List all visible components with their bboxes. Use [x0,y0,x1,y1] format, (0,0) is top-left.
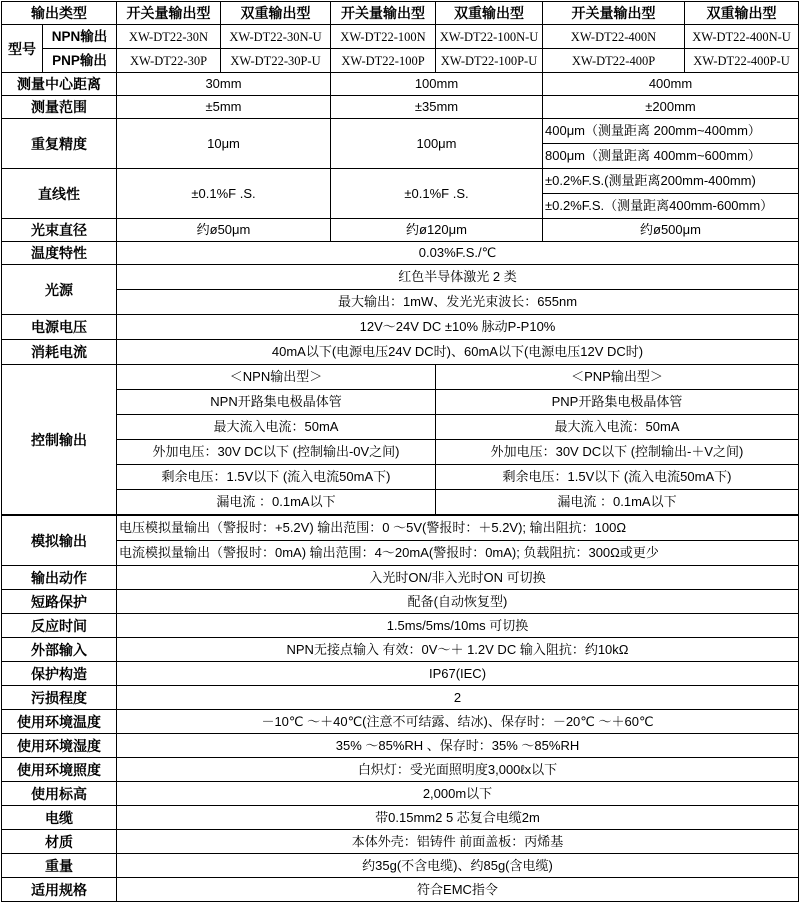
center-distance-label: 测量中心距离 [2,73,117,96]
dual-type-100: 双重输出型 [436,2,543,25]
current-label: 消耗电流 [2,340,117,365]
spec-row [2,782,799,806]
spec-table [1,1,799,902]
analog-output-label: 模拟输出 [2,515,117,566]
repeatability-400-a: 400μm（测量距离 200mm~400mm） [543,119,799,144]
center-distance-30: 30mm [117,73,331,96]
control-npn-line: NPN开路集电极晶体管 [117,390,436,415]
spec-row-value: －10℃ ～＋40℃(注意不可结露、结冰)、保存时：－20℃ ～＋60℃ [117,710,799,734]
temperature-row [2,242,799,265]
spec-row-label: 使用环境温度 [2,710,117,734]
control-npn-line: 漏电流 ：0.1mA以下 [117,490,436,516]
measure-range-100: ±35mm [331,96,543,119]
model-npn-cell: XW-DT22-100N-U [436,25,543,49]
model-npn-cell: XW-DT22-100N [331,25,436,49]
model-npn-cell: XW-DT22-30N [117,25,221,49]
control-npn-line: 最大流入电流：50mA [117,415,436,440]
spec-row-value: 2 [117,686,799,710]
beam-diameter-row [2,219,799,242]
spec-row-value: 约35g(不含电缆)、约85g(含电缆) [117,854,799,878]
measure-range-label: 测量范围 [2,96,117,119]
center-distance-100: 100mm [331,73,543,96]
repeatability-row [2,119,799,144]
model-label: 型号 [2,25,43,73]
spec-row [2,830,799,854]
model-pnp-cell: XW-DT22-400P-U [685,49,799,73]
header-row [2,2,799,25]
control-pnp-line: ＜PNP输出型＞ [436,365,799,390]
light-source-line1: 红色半导体激光 2 类 [117,265,799,290]
model-pnp-cell: XW-DT22-400P [543,49,685,73]
linearity-100: ±0.1%F .S. [331,169,543,219]
switch-type-400: 开关量输出型 [543,2,685,25]
control-output-row [2,440,799,465]
spec-row-label: 使用环境湿度 [2,734,117,758]
beam-diameter-30: 约ø50μm [117,219,331,242]
dual-type-400: 双重输出型 [685,2,799,25]
analog-output-row [2,515,799,541]
spec-row [2,854,799,878]
measure-range-30: ±5mm [117,96,331,119]
spec-row [2,710,799,734]
model-pnp-cell: XW-DT22-100P-U [436,49,543,73]
current-row [2,340,799,365]
model-npn-row [2,25,799,49]
analog-output-row-2 [2,541,799,566]
measure-range-400: ±200mm [543,96,799,119]
supply-voltage-value: 12V～24V DC ±10% 脉动P-P10% [117,315,799,340]
linearity-row [2,169,799,194]
spec-row-label: 反应时间 [2,614,117,638]
spec-row-value: 入光时ON/非入光时ON 可切换 [117,566,799,590]
pnp-output-label: PNP输出 [43,49,117,73]
dual-type-30: 双重输出型 [221,2,331,25]
spec-row-value: IP67(IEC) [117,662,799,686]
spec-row-value: 1.5ms/5ms/10ms 可切换 [117,614,799,638]
model-pnp-cell: XW-DT22-100P [331,49,436,73]
spec-row [2,878,799,902]
control-pnp-line: 漏电流 ：0.1mA以下 [436,490,799,516]
spec-row-value: 白炽灯：受光面照明度3,000ℓx以下 [117,758,799,782]
light-source-row [2,265,799,290]
spec-row [2,758,799,782]
spec-row [2,590,799,614]
temperature-label: 温度特性 [2,242,117,265]
light-source-row-2 [2,290,799,315]
control-pnp-line: 外加电压：30V DC以下 (控制输出-＋V之间) [436,440,799,465]
beam-diameter-label: 光束直径 [2,219,117,242]
control-output-row [2,490,799,516]
current-value: 40mA以下(电源电压24V DC时)、60mA以下(电源电压12V DC时) [117,340,799,365]
spec-row-value: 2,000m以下 [117,782,799,806]
linearity-label: 直线性 [2,169,117,219]
spec-row-value: NPN无接点输入 有效：0V～＋ 1.2V DC 输入阻抗：约10kΩ [117,638,799,662]
center-distance-400: 400mm [543,73,799,96]
analog-voltage-line: 电压模拟量输出（警报时：+5.2V) 输出范围：0 ～5V(警报时：＋5.2V); 输出阻抗：100Ω [117,515,799,541]
model-npn-cell: XW-DT22-30N-U [221,25,331,49]
spec-row-value: 配备(自动恢复型) [117,590,799,614]
control-npn-line: ＜NPN输出型＞ [117,365,436,390]
center-distance-row [2,73,799,96]
supply-voltage-row [2,315,799,340]
model-npn-cell: XW-DT22-400N-U [685,25,799,49]
repeatability-100: 100μm [331,119,543,169]
model-pnp-row [2,49,799,73]
npn-output-label: NPN输出 [43,25,117,49]
control-output-row [2,365,799,390]
beam-diameter-400: 约ø500μm [543,219,799,242]
spec-row [2,566,799,590]
analog-current-line: 电流模拟量输出（警报时：0mA) 输出范围：4～20mA(警报时：0mA); 负载阻抗：300Ω或更少 [117,541,799,566]
linearity-30: ±0.1%F .S. [117,169,331,219]
spec-row-label: 保护构造 [2,662,117,686]
light-source-line2: 最大输出：1mW、发光光束波长：655nm [117,290,799,315]
output-type-label: 输出类型 [2,2,117,25]
switch-type-30: 开关量输出型 [117,2,221,25]
measure-range-row [2,96,799,119]
supply-voltage-label: 电源电压 [2,315,117,340]
control-output-row [2,465,799,490]
spec-row [2,638,799,662]
beam-diameter-100: 约ø120μm [331,219,543,242]
spec-row-label: 使用环境照度 [2,758,117,782]
control-output-row [2,415,799,440]
spec-row-label: 污损程度 [2,686,117,710]
light-source-label: 光源 [2,265,117,315]
spec-row-label: 适用规格 [2,878,117,902]
spec-row-value: 符合EMC指令 [117,878,799,902]
spec-row [2,662,799,686]
model-pnp-cell: XW-DT22-30P [117,49,221,73]
model-pnp-cell: XW-DT22-30P-U [221,49,331,73]
spec-row [2,614,799,638]
spec-row-label: 使用标高 [2,782,117,806]
linearity-400-a: ±0.2%F.S.(测量距离200mm-400mm) [543,169,799,194]
spec-row-label: 材质 [2,830,117,854]
control-pnp-line: 剩余电压：1.5V以下 (流入电流50mA下) [436,465,799,490]
control-output-label: 控制输出 [2,365,117,516]
spec-row [2,806,799,830]
spec-row [2,686,799,710]
temperature-value: 0.03%F.S./℃ [117,242,799,265]
switch-type-100: 开关量输出型 [331,2,436,25]
spec-row-label: 输出动作 [2,566,117,590]
repeatability-30: 10μm [117,119,331,169]
repeatability-label: 重复精度 [2,119,117,169]
spec-row [2,734,799,758]
spec-row-label: 电缆 [2,806,117,830]
linearity-400-b: ±0.2%F.S.（测量距离400mm-600mm） [543,194,799,219]
control-output-row [2,390,799,415]
control-npn-line: 剩余电压：1.5V以下 (流入电流50mA下) [117,465,436,490]
repeatability-400-b: 800μm（测量距离 400mm~600mm） [543,144,799,169]
control-pnp-line: 最大流入电流：50mA [436,415,799,440]
spec-row-value: 35% ～85%RH 、保存时：35% ～85%RH [117,734,799,758]
spec-row-label: 短路保护 [2,590,117,614]
spec-row-label: 外部输入 [2,638,117,662]
spec-row-value: 本体外壳：铝铸件 前面盖板：丙烯基 [117,830,799,854]
control-pnp-line: PNP开路集电极晶体管 [436,390,799,415]
spec-row-label: 重量 [2,854,117,878]
model-npn-cell: XW-DT22-400N [543,25,685,49]
spec-row-value: 带0.15mm2 5 芯复合电缆2m [117,806,799,830]
control-npn-line: 外加电压：30V DC以下 (控制输出-0V之间) [117,440,436,465]
